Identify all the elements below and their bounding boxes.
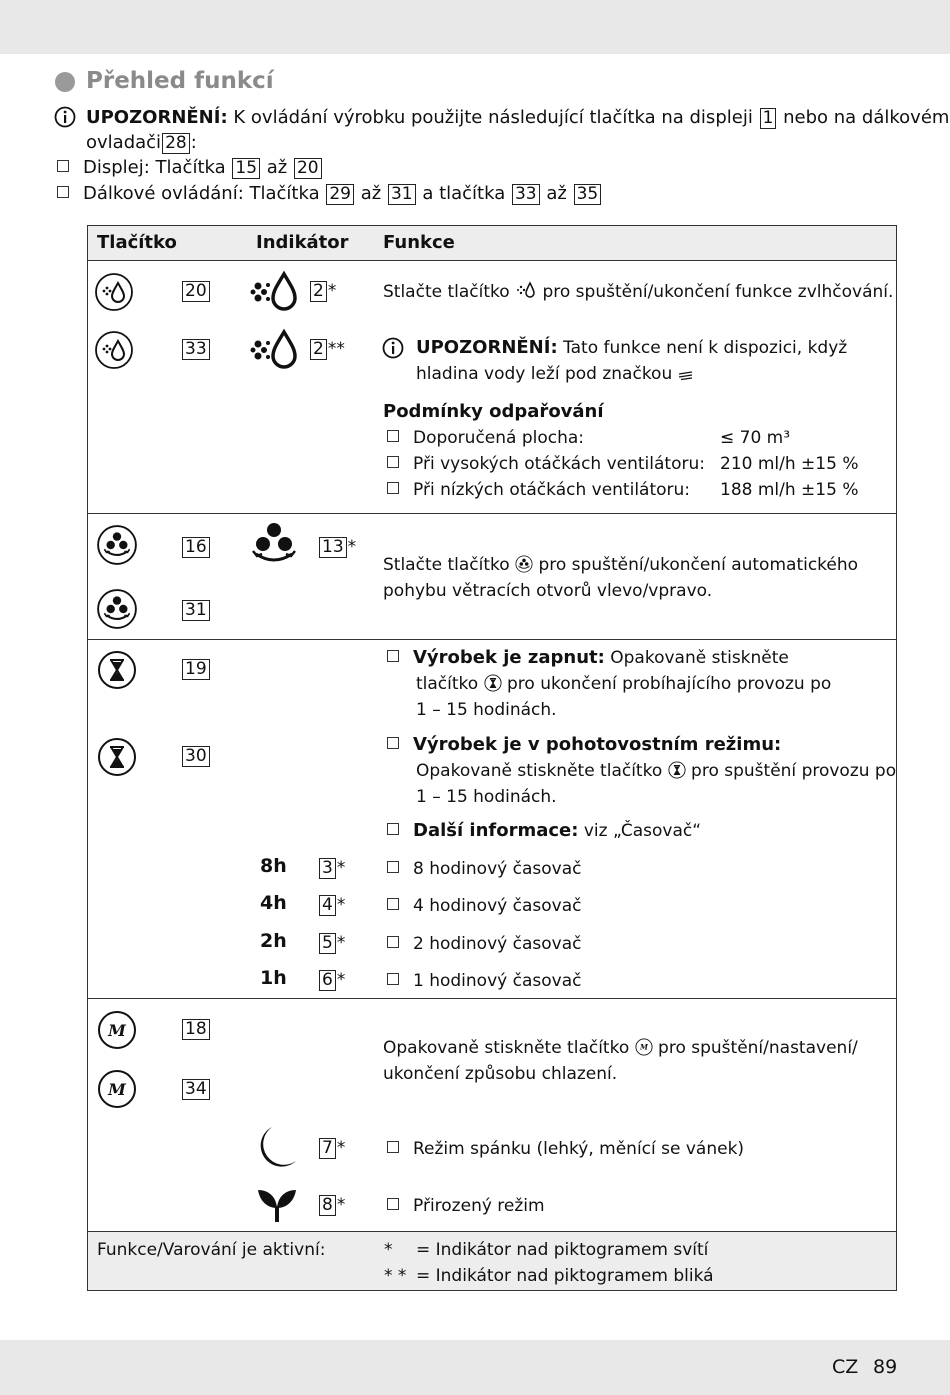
ref-box: 33	[182, 339, 210, 360]
ref-display: 1	[760, 108, 777, 129]
ind-ref-sleep	[318, 1138, 345, 1159]
ref-box: 13	[319, 537, 347, 558]
humid-note-line-2	[416, 361, 694, 387]
condition-label: Při vysokých otáčkách ventilátoru:	[413, 454, 705, 474]
bullet-square-icon	[387, 1198, 399, 1210]
humidify-indicator-icon	[247, 328, 299, 372]
ref-box: 33	[512, 184, 540, 205]
evaporation-title: Podmínky odpařování	[383, 401, 604, 422]
text: Přirozený režim	[413, 1196, 545, 1216]
ref-swing-a	[181, 537, 211, 558]
humidify-remote-button-icon	[94, 330, 134, 370]
bullet-square-icon	[57, 186, 69, 198]
hour-label-2h: 2h	[260, 930, 287, 952]
hour-text-2h	[387, 931, 581, 957]
star: *	[336, 970, 346, 990]
text: 8 hodinový časovač	[413, 859, 582, 879]
humid-text	[383, 279, 893, 305]
ref-humid-a	[181, 281, 211, 302]
swing-remote-button-icon	[96, 588, 138, 630]
text: pro spuštění/ukončení funkce zvlhčování.	[542, 282, 894, 302]
bullet-text: Dálkové ovládání: Tlačítka	[83, 183, 320, 204]
legend-text: = Indikátor nad piktogramem svítí	[416, 1240, 709, 1260]
text: pro spuštění/ukončení automatického	[538, 555, 859, 575]
row-divider	[87, 639, 897, 640]
mode-text-line-2: ukončení způsobu chlazení.	[383, 1064, 618, 1084]
timer-inline-icon	[668, 761, 686, 779]
bullet-square-icon	[387, 898, 399, 910]
timer-on-line-3: 1 – 15 hodinách.	[416, 700, 557, 720]
timer-standby-line-1	[387, 732, 781, 758]
bullet-remote	[57, 183, 602, 205]
ref-timer-b	[181, 746, 211, 767]
star: *	[336, 858, 346, 878]
star: *	[327, 281, 337, 301]
bullet-mid: a tlačítka	[422, 183, 506, 204]
text: Stlačte tlačítko	[383, 282, 510, 302]
condition-item	[387, 477, 690, 503]
swing-inline-icon	[515, 555, 533, 573]
section-title: Přehled funkcí	[86, 68, 274, 94]
text: Opakovaně stiskněte tlačítko	[383, 1038, 630, 1058]
timer-inline-icon	[484, 674, 502, 692]
star: *	[336, 1195, 346, 1215]
hour-label-4h: 4h	[260, 892, 287, 914]
swing-indicator-icon	[250, 520, 298, 566]
sleep-mode-text	[387, 1136, 744, 1162]
legend-symbol: * *	[384, 1266, 407, 1286]
star: *	[336, 895, 346, 915]
condition-value: 188 ml/h ±15 %	[720, 480, 859, 500]
text: 2 hodinový časovač	[413, 934, 582, 954]
text: pro spuštění/nastavení/	[658, 1038, 858, 1058]
condition-label: Při nízkých otáčkách ventilátoru:	[413, 480, 691, 500]
text: 1 hodinový časovač	[413, 971, 582, 991]
hour-text-4h	[387, 893, 581, 919]
moon-icon	[254, 1125, 298, 1171]
az: až	[360, 183, 382, 204]
header-function: Funkce	[383, 232, 455, 253]
label: Výrobek je v pohotovostním režimu:	[413, 734, 782, 755]
bullet-square-icon	[387, 823, 399, 835]
az: až	[266, 157, 288, 178]
info-icon	[54, 106, 76, 128]
text: Režim spánku (lehký, měnící se vánek)	[413, 1139, 745, 1159]
bullet-square-icon	[387, 430, 399, 442]
text: Opakovaně stiskněte	[610, 648, 789, 668]
condition-label: Doporučená plocha:	[413, 428, 585, 448]
ref-box: 20	[182, 281, 210, 302]
ref-box: 2	[310, 339, 327, 360]
ind-ref-natural	[318, 1195, 345, 1216]
legend-text: = Indikátor nad piktogramem bliká	[416, 1266, 714, 1286]
star: *	[336, 1138, 346, 1158]
condition-value: 210 ml/h ±15 %	[720, 454, 859, 474]
label: Výrobek je zapnut:	[413, 647, 605, 668]
ref-humid-b	[181, 339, 211, 360]
bottom-bar	[0, 1340, 950, 1395]
note-text-3: ovladači	[86, 132, 162, 153]
leaf-icon	[256, 1186, 298, 1224]
ref-swing-b	[181, 600, 211, 621]
info-icon	[382, 337, 404, 359]
az: až	[546, 183, 567, 204]
legend-symbol: *	[384, 1240, 393, 1260]
ref-box: 6	[319, 970, 336, 991]
bullet-display	[57, 157, 323, 179]
timer-more-info	[387, 818, 701, 844]
swing-text-line-2: pohybu větracích otvorů vlevo/vpravo.	[383, 581, 713, 601]
ref-box: 20	[294, 158, 322, 179]
ref-box: 18	[182, 1019, 210, 1040]
mode-remote-button-icon	[97, 1069, 137, 1109]
note-text: Tato funkce není k dispozici, když	[563, 338, 848, 358]
text: 4 hodinový časovač	[413, 896, 582, 916]
water-level-icon	[678, 369, 694, 381]
ref-box: 7	[319, 1138, 336, 1159]
ref-remote: 28	[162, 133, 190, 154]
ind-ref-8h	[318, 858, 345, 879]
ref-box: 30	[182, 746, 210, 767]
ind-ref-humid-a	[309, 281, 336, 302]
bullet-square-icon	[387, 1141, 399, 1153]
text: Opakovaně stiskněte tlačítko	[416, 761, 663, 781]
timer-on-line-2	[416, 671, 831, 697]
condition-item	[387, 451, 705, 477]
bullet-square-icon	[57, 160, 69, 172]
humid-note-line-1	[416, 335, 847, 361]
ind-ref-swing	[318, 537, 356, 558]
timer-remote-button-icon	[97, 737, 137, 777]
ref-mode-a	[181, 1019, 211, 1040]
note-label: UPOZORNĚNÍ:	[416, 337, 558, 358]
note-label: UPOZORNĚNÍ:	[86, 107, 228, 128]
bullet-square-icon	[387, 456, 399, 468]
ref-box: 16	[182, 537, 210, 558]
star: *	[347, 537, 357, 557]
ref-box: 19	[182, 659, 210, 680]
ref-box: 31	[182, 600, 210, 621]
condition-item	[387, 425, 584, 451]
ind-ref-1h	[318, 970, 345, 991]
ref-box: 35	[574, 184, 602, 205]
ref-box: 34	[182, 1079, 210, 1100]
label: Další informace:	[413, 820, 579, 841]
ref-timer-a	[181, 659, 211, 680]
section-bullet-icon	[55, 72, 75, 92]
table-header	[87, 225, 897, 261]
note-text: K ovládání výrobku použijte následující tlačítka na displeji	[233, 107, 753, 128]
text: pro spuštění provozu po	[691, 761, 897, 781]
ref-box: 4	[319, 895, 336, 916]
hour-label-8h: 8h	[260, 855, 287, 877]
note-text: hladina vody leží pod značkou	[416, 364, 673, 384]
note-text-2: nebo na dálkovém	[783, 107, 950, 128]
bullet-square-icon	[387, 936, 399, 948]
intro-note-line-1	[86, 107, 949, 129]
intro-note-line-2	[86, 132, 197, 154]
timer-button-icon	[97, 650, 137, 690]
mode-button-icon	[97, 1010, 137, 1050]
ref-box: 3	[319, 858, 336, 879]
ind-ref-4h	[318, 895, 345, 916]
humidify-indicator-icon	[247, 270, 299, 314]
page-number: 89	[873, 1356, 898, 1378]
star: *	[336, 933, 346, 953]
text: pro ukončení probíhajícího provozu po	[507, 674, 832, 694]
bullet-square-icon	[387, 650, 399, 662]
mode-text-line-1	[383, 1035, 858, 1061]
swing-text-line-1	[383, 552, 858, 578]
bullet-square-icon	[387, 861, 399, 873]
humidify-button-icon	[94, 272, 134, 312]
text: Stlačte tlačítko	[383, 555, 510, 575]
bullet-square-icon	[387, 737, 399, 749]
ref-box: 8	[319, 1195, 336, 1216]
ref-box: 5	[319, 933, 336, 954]
ref-mode-b	[181, 1079, 211, 1100]
ind-ref-2h	[318, 933, 345, 954]
footer-label: Funkce/Varování je aktivní:	[97, 1240, 326, 1260]
row-divider	[87, 513, 897, 514]
page-language: CZ	[832, 1356, 859, 1378]
timer-on-line-1	[387, 645, 789, 671]
ref-box: 15	[232, 158, 260, 179]
mode-inline-icon	[635, 1038, 653, 1056]
hour-text-8h	[387, 856, 581, 882]
text: viz „Časovač“	[583, 821, 702, 841]
humidify-inline-icon	[515, 281, 537, 299]
top-bar	[0, 0, 950, 54]
text: tlačítko	[416, 674, 479, 694]
header-button: Tlačítko	[97, 232, 177, 253]
row-divider	[87, 998, 897, 999]
ind-ref-humid-b	[309, 339, 345, 360]
hour-text-1h	[387, 968, 581, 994]
header-indicator: Indikátor	[256, 232, 349, 253]
ref-box: 31	[388, 184, 416, 205]
condition-value: ≤ 70 m³	[720, 428, 791, 448]
colon: :	[190, 132, 197, 153]
timer-standby-line-2	[416, 758, 896, 784]
bullet-square-icon	[387, 482, 399, 494]
ref-box: 2	[310, 281, 327, 302]
bullet-square-icon	[387, 973, 399, 985]
timer-standby-line-3: 1 – 15 hodinách.	[416, 787, 557, 807]
star: **	[327, 339, 345, 359]
bullet-text: Displej: Tlačítka	[83, 157, 226, 178]
swing-button-icon	[96, 524, 138, 566]
ref-box: 29	[326, 184, 354, 205]
natural-mode-text	[387, 1193, 545, 1219]
hour-label-1h: 1h	[260, 967, 287, 989]
